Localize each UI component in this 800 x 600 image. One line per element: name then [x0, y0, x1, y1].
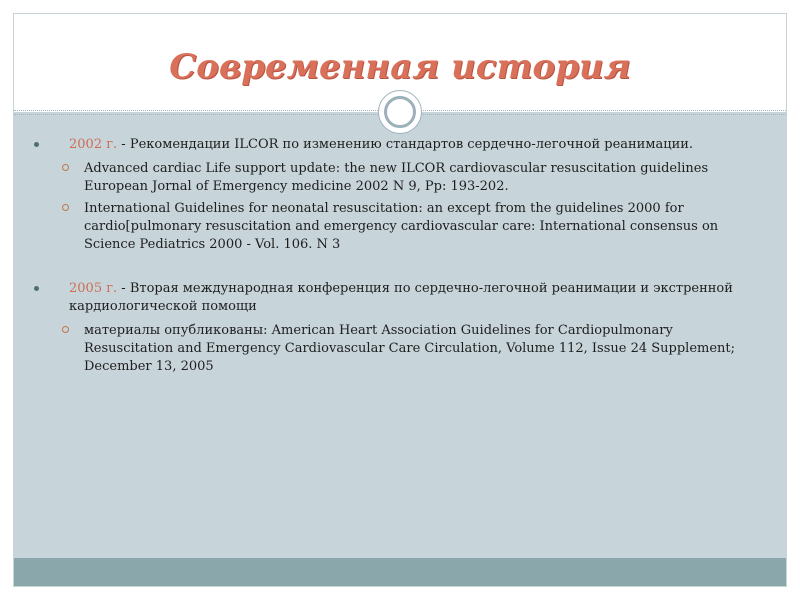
bullet-text: - Рекомендации ILCOR по изменению стандартов сердечно-легочной реанимации.	[121, 137, 694, 152]
bullet-dot-icon	[34, 142, 39, 147]
bullet-dot-icon	[34, 286, 39, 291]
spacer	[34, 258, 764, 280]
sub-bullet-text: Advanced cardiac Life support update: the new ILCOR cardiovascular resuscitation guidelines European Jornal of Emergency medicine 2002 N 9, Pp: 193-202.	[84, 161, 709, 194]
year-label: 2002 г.	[69, 137, 122, 152]
ring-bullet-icon	[62, 326, 69, 333]
ring-bullet-icon	[62, 204, 69, 211]
slide-content	[34, 136, 764, 380]
sub-bullet-text: материалы опубликованы: American Heart Association Guidelines for Cardiopulmonary Resuscitation and Emergency Cardiovascular Care Circulation, Volume 112, Issue 24 Supplement; December 13, 2005	[84, 323, 736, 374]
ring-bullet-icon	[62, 164, 69, 171]
sub-bullet-text: International Guidelines for neonatal resuscitation: an except from the guidelines 2000 for cardio[pulmonary resuscitation and emergency cardiovascular care: International consensus on Science Pediatrics 2000 - Vol. 106. N 3	[84, 201, 719, 252]
circle-ornament-icon	[378, 90, 422, 134]
slide-title: Современная история	[169, 47, 631, 87]
bullet-2002	[34, 136, 764, 154]
footer-band	[14, 558, 786, 586]
slide	[13, 13, 787, 587]
sub-bullet	[34, 160, 764, 196]
bullet-text: - Вторая международная конференция по сердечно-легочной реанимации и экстренной кардиологической помощи	[69, 281, 733, 314]
sub-bullet	[34, 200, 764, 254]
year-label: 2005 г.	[69, 281, 122, 296]
sub-bullet	[34, 322, 764, 376]
bullet-2005	[34, 280, 764, 316]
